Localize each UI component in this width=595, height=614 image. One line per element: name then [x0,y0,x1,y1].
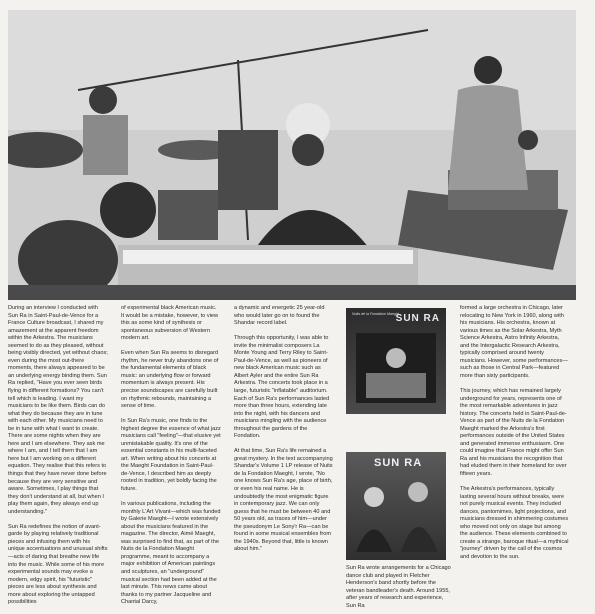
text-column-2 [121,305,221,614]
paragraph: formed a large orchestra in Chicago, later relocating to New York in 1960, along with his musicians. His orchestra, known at various times as the Solar Arkestra, Myth Science Arkestra, Astro Infinity Arkestra, and the Intergalactic Research Arkestra, typically comprised around twenty musicians. However, some performances—such as those in Central Park—featured more than sixty participants. [460,305,568,379]
paragraph: At that time, Sun Ra's life remained a great mystery. In the text accompanying Shandar's Volume 1 LP release of Nuits de la Fondation Maeght, I wrote, "No one knows Sun Ra's age, place of birth, or even his real name. He is undoubtedly the most enigmatic figure in contemporary jazz. We can only guess that he must be between 40 and 50 years old, as traces of him—under the pseudonym Le Sony'r Ra—can be found in some musical ensembles from the 1940s. Beyond that, little is known about him." [234,448,333,553]
paragraph: In Sun Ra's music, one finds to the highest degree the essence of what jazz musicians call "feeling"—that elusive yet unmistakable quality. It's one of the essential constants in his multi-faceted art. When writing about his concerts at the Maeght Foundation in Saint-Paul-de-Vence, I described him as deeply rooted in tradition, yet boldly facing the future. [121,418,221,493]
concert-photo-illustration [8,10,576,300]
concert-photo [8,10,576,300]
album-sleeve-2 [346,452,446,560]
text-column-5 [460,305,570,569]
paragraph: Sun Ra redefines the notion of avant-garde by playing relatively traditional pieces and infusing them with his unique accentuations and unusual shifts—acts of daring that breathe new life into the music. While some of his more experimental sounds may evoke a modern, edgy spirit, his "futuristic" pieces are less about synthesis and more about exploring the untapped possibilities [8,523,108,606]
paragraph: This journey, which has remained largely underground for years, represents one of the most remarkable adventures in jazz history. The concerts held in Saint-Paul-de-Vence as part of the Nuits de la Fondation Maeght marked the Arkestra's first performances outside of the United States and generated immense enthusiasm. One could imagine that France might offer Sun Ra and his musicians the recognition that had eluded them in their homeland for over fifteen years. [460,387,567,477]
paragraph: In various publications, including the monthly L'Art Vivant—which was funded by Galerie Maeght—I wrote extensively about the musicians featured in the magazine. The director, Aimé Maeght, was surprised to find that, as part of the Nuits de la Fondation Maeght programme, meant to accompany a major exhibition of American paintings and sculptures, an "underground" musical section had been added at the last minute. This news came about thanks to my partner Jacqueline and Chantal Darcy, [121,501,221,606]
paragraph: During an interview I conducted with Sun Ra in Saint-Paul-de-Vence for a France Culture broadcast, I shared my amazement at the apparent freedom within the Arkestra. The musicians seemed to do as they pleased, without being visibly directed, yet without chaos; even during the most out-there moments, there always appeared to be an underlying energy binding them. Sun Ra replied, "Have you ever seen birds flying in different formations? You can't tell which is leading. I want my musicians to be like them. Birds can do what they do because they are in tune with each other. My musicians need to be in tune with what I want to create. There are some nights when they are here and I am elsewhere. They ask me where I am, and I tell them that I am here but I am working on a different equation. They realise that this refers to things that they have never done before because they are very sensitive and aware. Sometimes, I play things that they don't understand at all, but when I play them again, they always end up understanding." [8,305,108,515]
sleeve-photo [346,308,446,414]
sleeve-title: SUN RA [395,313,440,324]
text-column-3 [234,305,334,561]
sleeve-subtitle: Nuits de la Fondation Maeght [352,312,399,316]
paragraph: a dynamic and energetic 25 year-old who would later go on to found the Shandar record label. [234,305,325,327]
paragraph: The Arkestra's performances, typically lasting several hours without breaks, were not purely musical events. They included dances, pantomimes, light projections, and musicians dressed in shimmering costumes who moved not only on stage but among the audience. These elements combined to create a strange, baroque ritual—a mythical "journey" driven by the call of the cosmos and devotion to the sun. [460,486,569,560]
paragraph: Even when Sun Ra seems to disregard rhythm, he never truly abandons one of the fundamental elements of black music: an underlying flow or forward momentum is always present. His precise soundscapes are carefully built on rhythmic rebounds, maintaining a sense of time. [121,350,219,410]
body-text: Sun Ra wrote arrangements for a Chicago dance club and played in Fletcher Henderson's band shortly before the veteran bandleader's death. Around 1955, after years of research and experience, Sun Ra [346,565,451,609]
paragraph: Through this opportunity, I was able to invite the minimalist composers La Monte Young and Terry Riley to Saint-Paul-de-Vence, as well as pioneers of new black American music such as Albert Ayler and the entire Sun Ra Arkestra. The concerts took place in a large, futuristic "inflatable" auditorium. Each of Sun Ra's performances lasted more than three hours, extending late into the night, with his dancers and musicians mingling with the audience throughout the gardens of the Fondation. [234,335,330,440]
sleeve-title: SUN RA [374,457,423,469]
paragraph: of experimental black American music. It would be a mistake, however, to view this as some kind of synthesis or spontaneous subversion of Western modern art. [121,305,219,342]
text-column-1 [8,305,108,614]
album-sleeve-1 [346,308,446,414]
sleeve-photo [346,452,446,560]
